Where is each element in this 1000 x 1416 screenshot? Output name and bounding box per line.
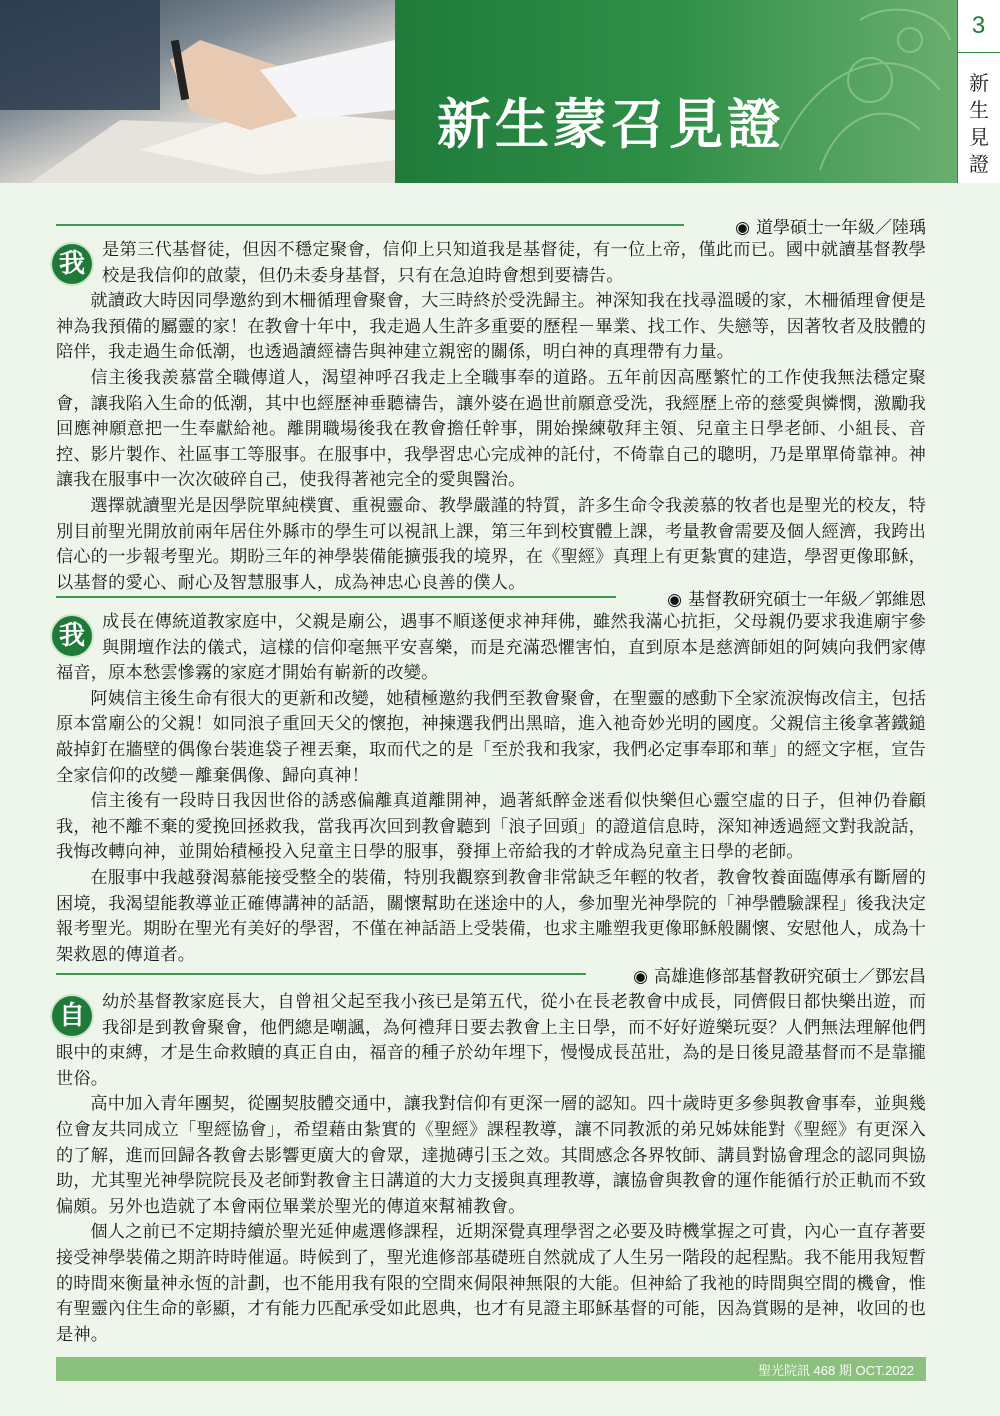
paragraph: 個人之前已不定期持續於聖光延伸處選修課程，近期深覺真理學習之必要及時機掌握之可貴，內心一直存著要接受神學裝備之期許時時催逼。時候到了，聖光進修部基礎班自然就成了人生另一階段的起程點。我不能用我短暫的時間來衡量神永恆的計劃，也不能用我有限的空間來侷限神無限的大能。但神給了我祂的時間與空間的機會，惟有聖靈內住生命的彰顯，才有能力匹配承受如此恩典，也才有見證主耶穌基督的可能，因為賞賜的是神，收回的也是神。 — [56, 1222, 926, 1345]
byline-rule — [56, 224, 684, 226]
bullet-icon: ◉ — [633, 967, 648, 987]
header-photo — [0, 0, 395, 183]
dropcap: 自 — [52, 996, 92, 1036]
byline — [633, 962, 926, 987]
bullet-icon: ◉ — [735, 218, 750, 238]
photo-illustration — [0, 0, 395, 183]
footer-bar — [56, 1357, 926, 1381]
byline-row — [56, 962, 926, 987]
paragraph: 是第三代基督徒，但因不穩定聚會，信仰上只知道我是基督徒，有一位上帝，僅此而已。國中就讀基督教學校是我信仰的啟蒙，但仍未委身基督，只有在急迫時會想到要禱告。 — [102, 240, 926, 286]
decorative-swirl — [760, 0, 957, 183]
paragraph: 信主後有一段時日我因世俗的誘惑偏離真道離開神，過著紙醉金迷看似快樂但心靈空虛的日子，但神仍眷顧我，祂不離不棄的愛挽回拯救我，當我再次回到教會聽到「浪子回頭」的證道信息時，深知神透過經文對我說話，我悔改轉向神，並開始積極投入兒童主日學的服事，發揮上帝給我的才幹成為兒童主日學的老師。 — [56, 791, 926, 863]
byline — [735, 213, 926, 238]
footer-text: 聖光院訊 468 期 OCT.2022 — [757, 1363, 914, 1378]
testimony-section — [56, 610, 926, 968]
side-label-char: 生 — [969, 98, 989, 122]
paragraph: 幼於基督教家庭長大，自曾祖父起至我小孩已是第五代，從小在長老教會中成長，同儕假日都快樂出遊，而我卻是到教會聚會，他們總是嘲諷，為何禮拜日要去教會上主日學，而不好好遊樂玩耍？人們無法理解他們眼中的束縛，才是生命救贖的真正自由，福音的種子於幼年埋下，慢慢成長茁壯，為的是日後見證基督而不是靠攏世俗。 — [56, 992, 926, 1089]
paragraph: 高中加入青年團契，從團契肢體交通中，讓我對信仰有更深一層的認知。四十歲時更多參與教會事奉，並與幾位會友共同成立「聖經協會」，希望藉由紮實的《聖經》課程教導，讓不同教派的弟兄姊妹能對《聖經》有更深入的了解，進而回歸各教會去影響更廣大的會眾，達拋磚引玉之效。其間感念各界牧師、講員對協會理念的認同與協助，尤其聖光神學院院長及老師對教會主日講道的大力支援與真理教導，讓協會與教會的運作能循行於正軌而不致偏頗。另外也造就了本會兩位畢業於聖光的傳道來幫補教會。 — [56, 1094, 926, 1217]
byline-text: 基督教研究碩士一年級／郭維恩 — [688, 590, 926, 610]
dropcap: 我 — [52, 244, 92, 284]
paragraph: 在服事中我越發渴慕能接受整全的裝備，特別我觀察到教會非常缺乏年輕的牧者，教會牧養面臨傳承有斷層的困境，我渴望能教導並正確傳講神的話語，關懷幫助在迷途中的人，參加聖光神學院的「神學體驗課程」後我決定報考聖光。期盼在聖光有美好的學習，不僅在神話語上受裝備，也求主雕塑我更像耶穌般關懷、安慰他人，成為十架救恩的傳道者。 — [56, 867, 926, 965]
byline-row — [56, 585, 926, 610]
page-number: 3 — [971, 12, 986, 39]
paragraph: 成長在傳統道教家庭中，父親是廟公，遇事不順遂便求神拜佛，雖然我滿心抗拒，父母親仍要求我進廟宇參與開壇作法的儀式，這樣的信仰毫無平安喜樂，而是充滿恐懼害怕，直到原本是慈濟師姐的阿姨向我們家傳福音，原本愁雲慘霧的家庭才開始有嶄新的改變。 — [56, 612, 926, 684]
testimony-section — [56, 990, 926, 1348]
byline-rule — [56, 973, 586, 975]
side-divider — [957, 52, 1000, 53]
side-label-char: 見 — [969, 125, 989, 149]
byline-rule — [56, 596, 616, 598]
byline-row — [56, 213, 926, 238]
dropcap: 我 — [52, 616, 92, 656]
bullet-icon: ◉ — [667, 590, 682, 610]
paragraph: 信主後我羨慕當全職傳道人，渴望神呼召我走上全職事奉的道路。五年前因高壓繁忙的工作使我無法穩定聚會，讓我陷入生命的低潮，其中也經歷神垂聽禱告，讓外婆在過世前願意受洗，我經歷上帝的慈愛與憐憫，激勵我回應神願意把一生奉獻給祂。離開職場後我在教會擔任幹事，開始操練敬拜主領、兒童主日學老師、小組長、音控、影片製作、社區事工等服事。在服事中，我學習忠心完成神的託付，不倚靠自己的聰明，乃是單單倚靠神。神讓我在服事中一次次破碎自己，使我得著祂完全的愛與醫治。 — [56, 367, 926, 491]
paragraph: 阿姨信主後生命有很大的更新和改變，她積極邀約我們至教會聚會，在聖靈的感動下全家流淚悔改信主，包括原本當廟公的父親！如同浪子重回天父的懷抱，神揀選我們出黑暗，進入祂奇妙光明的國度。父親信主後拿著鐵鎚敲掉釘在牆壁的偶像台裝進袋子裡丟棄，取而代之的是「至於我和我家，我們必定事奉耶和華」的經文字框，宣告全家信仰的改變－離棄偶像、歸向真神！ — [56, 688, 926, 786]
paragraph: 就讀政大時因同學邀約到木柵循理會聚會，大三時終於受洗歸主。神深知我在找尋溫暖的家，木柵循理會便是神為我預備的屬靈的家！在教會十年中，我走過人生許多重要的歷程－畢業、找工作、失戀等，因著牧者及肢體的陪伴，我走過生命低潮，也透過讀經禱告與神建立親密的關係，明白神的真理帶有力量。 — [56, 291, 926, 363]
byline-text: 高雄進修部基督教研究碩士／鄧宏昌 — [654, 967, 926, 987]
byline — [667, 585, 926, 610]
header-banner — [0, 0, 957, 183]
testimony-section — [56, 238, 926, 596]
page-title: 新生蒙召見證 — [437, 93, 785, 156]
paragraph: 選擇就讀聖光是因學院單純樸實、重視靈命、教學嚴謹的特質，許多生命令我羨慕的牧者也是聖光的校友，特別目前聖光開放前兩年居住外縣市的學生可以視訊上課，第三年到校實體上課，考量教會需要及個人經濟，我跨出信心的一步報考聖光。期盼三年的神學裝備能擴張我的境界，在《聖經》真理上有更紮實的建造，學習更像耶穌，以基督的愛心、耐心及智慧服事人，成為神忠心良善的僕人。 — [56, 495, 926, 593]
side-label-char: 新 — [969, 71, 989, 95]
side-section-label — [966, 70, 992, 178]
byline-text: 道學碩士一年級／陸瑀 — [756, 218, 926, 238]
side-label-char: 證 — [969, 152, 989, 176]
